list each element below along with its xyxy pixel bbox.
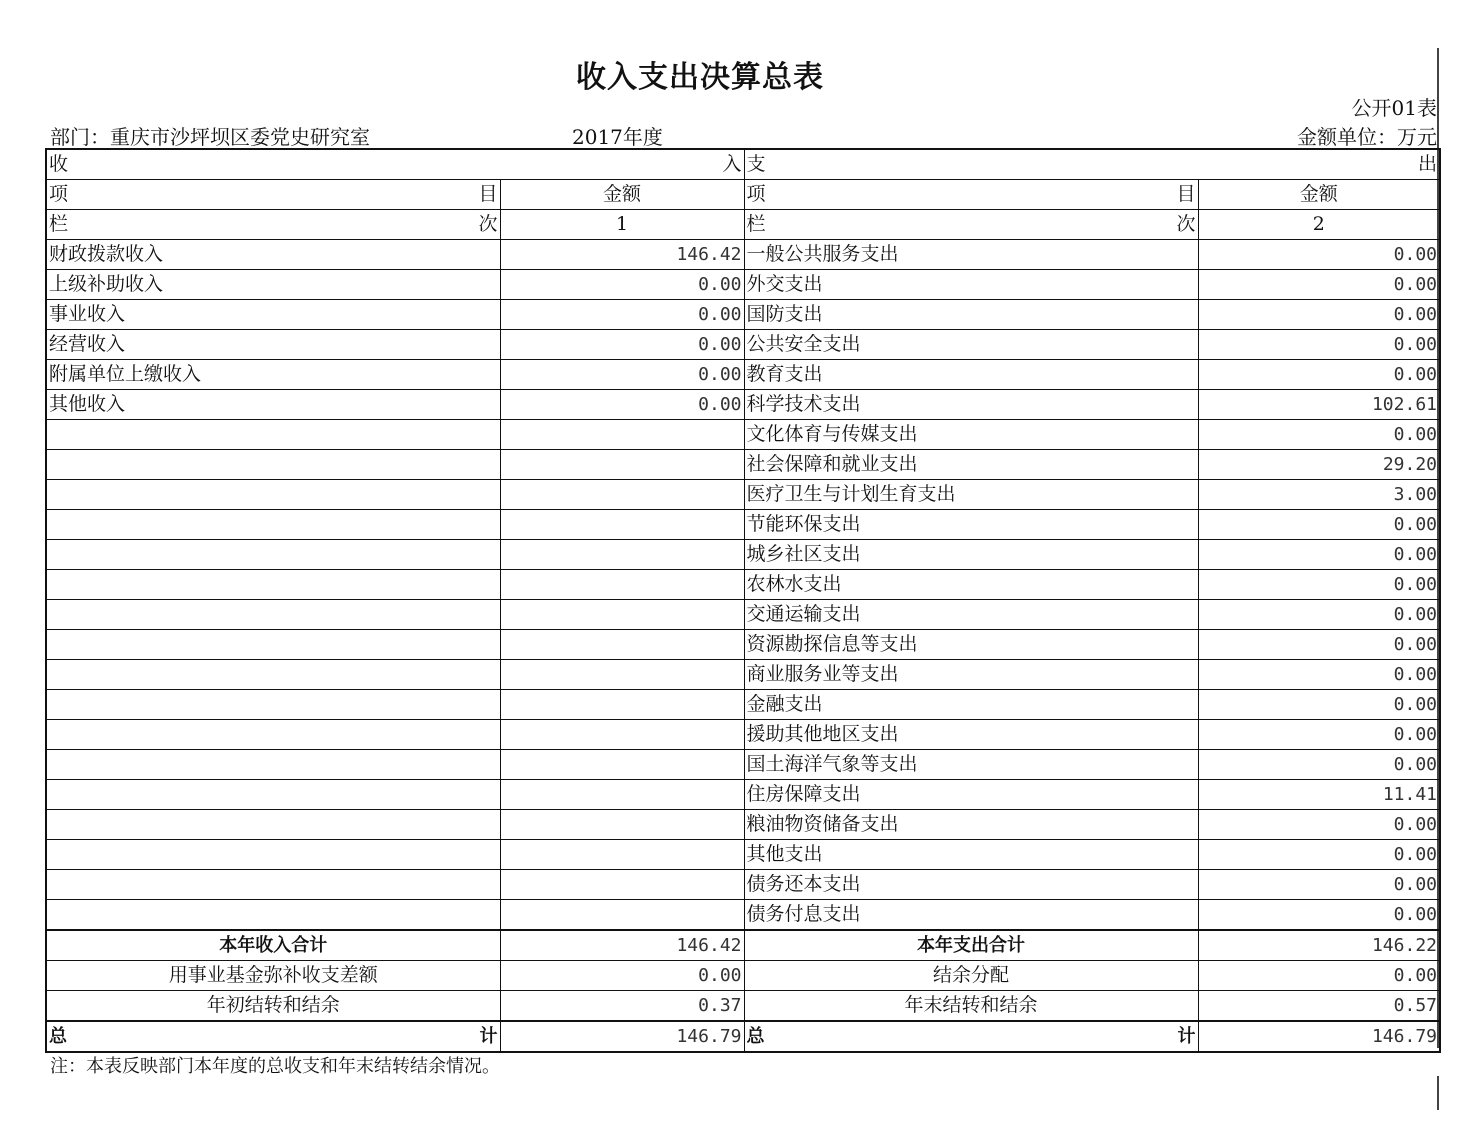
income-item: 经营收入 xyxy=(46,330,500,360)
expense-item: 住房保障支出 xyxy=(744,780,1198,810)
income-item xyxy=(46,540,500,570)
summary-income-label: 用事业基金弥补收支差额 xyxy=(46,961,500,991)
income-item xyxy=(46,780,500,810)
expense-item: 金融支出 xyxy=(744,690,1198,720)
expense-item: 债务还本支出 xyxy=(744,870,1198,900)
header-row-section xyxy=(46,149,1440,180)
total-expense-amount: 146.79 xyxy=(1198,1021,1440,1052)
income-amount xyxy=(500,900,744,931)
income-item xyxy=(46,900,500,931)
income-column-label: 栏 次 xyxy=(46,210,500,240)
income-item: 事业收入 xyxy=(46,300,500,330)
table-row xyxy=(46,390,1440,420)
table-row xyxy=(46,720,1440,750)
table-row xyxy=(46,780,1440,810)
expense-amount: 0.00 xyxy=(1198,810,1440,840)
summary-income-label: 本年收入合计 xyxy=(46,930,500,961)
table-row xyxy=(46,420,1440,450)
income-amount: 0.00 xyxy=(500,330,744,360)
footnote: 注：本表反映部门本年度的总收支和年末结转结余情况。 xyxy=(50,1056,500,1077)
income-amount xyxy=(500,660,744,690)
expense-item: 商业服务业等支出 xyxy=(744,660,1198,690)
income-item: 上级补助收入 xyxy=(46,270,500,300)
expense-amount: 102.61 xyxy=(1198,390,1440,420)
expense-amount: 0.00 xyxy=(1198,360,1440,390)
table-row xyxy=(46,630,1440,660)
expense-item: 国土海洋气象等支出 xyxy=(744,750,1198,780)
table-row xyxy=(46,750,1440,780)
table-row xyxy=(46,660,1440,690)
expense-item: 城乡社区支出 xyxy=(744,540,1198,570)
summary-expense-label: 结余分配 xyxy=(744,961,1198,991)
table-row xyxy=(46,510,1440,540)
income-item-header: 项 目 xyxy=(46,180,500,210)
summary-expense-amount: 0.57 xyxy=(1198,991,1440,1022)
table-row xyxy=(46,900,1440,931)
table-row xyxy=(46,870,1440,900)
expense-amount: 0.00 xyxy=(1198,750,1440,780)
expense-amount: 3.00 xyxy=(1198,480,1440,510)
expense-item: 一般公共服务支出 xyxy=(744,240,1198,270)
summary-income-amount: 146.42 xyxy=(500,930,744,961)
expense-item: 医疗卫生与计划生育支出 xyxy=(744,480,1198,510)
income-expense-table xyxy=(45,148,1441,1053)
table-row xyxy=(46,360,1440,390)
income-amount xyxy=(500,810,744,840)
table-row xyxy=(46,480,1440,510)
expense-amount: 0.00 xyxy=(1198,630,1440,660)
expense-item: 粮油物资储备支出 xyxy=(744,810,1198,840)
table-row xyxy=(46,540,1440,570)
table-row xyxy=(46,240,1440,270)
income-amount: 0.00 xyxy=(500,360,744,390)
expense-item: 其他支出 xyxy=(744,840,1198,870)
expense-item-header: 项 目 xyxy=(744,180,1198,210)
summary-income-label: 年初结转和结余 xyxy=(46,991,500,1022)
income-amount xyxy=(500,750,744,780)
expense-amount: 0.00 xyxy=(1198,600,1440,630)
expense-item: 资源勘探信息等支出 xyxy=(744,630,1198,660)
report-title: 收入支出决算总表 xyxy=(576,60,824,95)
table-row xyxy=(46,300,1440,330)
expense-item: 教育支出 xyxy=(744,360,1198,390)
summary-income-amount: 0.00 xyxy=(500,961,744,991)
income-item xyxy=(46,750,500,780)
fiscal-year: 2017年度 xyxy=(572,125,663,149)
expense-amount: 0.00 xyxy=(1198,540,1440,570)
expense-amount: 0.00 xyxy=(1198,690,1440,720)
expense-item: 文化体育与传媒支出 xyxy=(744,420,1198,450)
table-row xyxy=(46,840,1440,870)
expense-column-label: 栏 次 xyxy=(744,210,1198,240)
income-amount xyxy=(500,840,744,870)
income-amount xyxy=(500,480,744,510)
income-amount xyxy=(500,450,744,480)
income-amount xyxy=(500,540,744,570)
expense-column-number: 2 xyxy=(1198,210,1440,240)
income-amount xyxy=(500,510,744,540)
page-edge-line xyxy=(1437,1076,1439,1110)
expense-item: 节能环保支出 xyxy=(744,510,1198,540)
income-section-header: 收 入 xyxy=(46,149,744,180)
income-item xyxy=(46,510,500,540)
expense-amount: 11.41 xyxy=(1198,780,1440,810)
summary-income-amount: 0.37 xyxy=(500,991,744,1022)
table-row xyxy=(46,810,1440,840)
expense-amount: 0.00 xyxy=(1198,300,1440,330)
form-number: 公开01表 xyxy=(1351,96,1437,120)
expense-amount: 0.00 xyxy=(1198,510,1440,540)
income-column-number: 1 xyxy=(500,210,744,240)
expense-amount: 0.00 xyxy=(1198,840,1440,870)
income-amount xyxy=(500,420,744,450)
expense-amount: 29.20 xyxy=(1198,450,1440,480)
income-item xyxy=(46,600,500,630)
summary-row xyxy=(46,991,1440,1022)
expense-amount: 0.00 xyxy=(1198,330,1440,360)
header-row-column-numbers xyxy=(46,210,1440,240)
expense-item: 农林水支出 xyxy=(744,570,1198,600)
income-item: 其他收入 xyxy=(46,390,500,420)
table-row xyxy=(46,270,1440,300)
income-item: 财政拨款收入 xyxy=(46,240,500,270)
table-row xyxy=(46,450,1440,480)
expense-amount: 0.00 xyxy=(1198,570,1440,600)
income-amount: 0.00 xyxy=(500,270,744,300)
income-item xyxy=(46,570,500,600)
amount-unit: 金额单位：万元 xyxy=(1297,125,1437,149)
expense-amount: 0.00 xyxy=(1198,870,1440,900)
income-item xyxy=(46,690,500,720)
expense-amount: 0.00 xyxy=(1198,240,1440,270)
expense-item: 援助其他地区支出 xyxy=(744,720,1198,750)
expense-amount: 0.00 xyxy=(1198,900,1440,931)
expense-item: 外交支出 xyxy=(744,270,1198,300)
expense-amount: 0.00 xyxy=(1198,660,1440,690)
department-label: 部门：重庆市沙坪坝区委党史研究室 xyxy=(50,125,370,149)
total-income-label: 总 计 xyxy=(46,1021,500,1052)
income-amount xyxy=(500,630,744,660)
income-item: 附属单位上缴收入 xyxy=(46,360,500,390)
summary-expense-label: 年末结转和结余 xyxy=(744,991,1198,1022)
income-item xyxy=(46,660,500,690)
expense-item: 国防支出 xyxy=(744,300,1198,330)
income-amount xyxy=(500,720,744,750)
expense-item: 科学技术支出 xyxy=(744,390,1198,420)
income-amount xyxy=(500,570,744,600)
income-amount: 0.00 xyxy=(500,390,744,420)
expense-amount-header: 金额 xyxy=(1198,180,1440,210)
expense-amount: 0.00 xyxy=(1198,420,1440,450)
income-item xyxy=(46,810,500,840)
income-amount-header: 金额 xyxy=(500,180,744,210)
table-row xyxy=(46,600,1440,630)
income-item xyxy=(46,840,500,870)
income-amount xyxy=(500,690,744,720)
table-row xyxy=(46,330,1440,360)
total-expense-label: 总 计 xyxy=(744,1021,1198,1052)
expense-item: 债务付息支出 xyxy=(744,900,1198,931)
summary-expense-amount: 0.00 xyxy=(1198,961,1440,991)
summary-row xyxy=(46,961,1440,991)
expense-amount: 0.00 xyxy=(1198,720,1440,750)
header-row-columns xyxy=(46,180,1440,210)
expense-item: 交通运输支出 xyxy=(744,600,1198,630)
income-item xyxy=(46,630,500,660)
total-row xyxy=(46,1021,1440,1052)
expense-amount: 0.00 xyxy=(1198,270,1440,300)
income-item xyxy=(46,480,500,510)
expense-item: 公共安全支出 xyxy=(744,330,1198,360)
summary-row xyxy=(46,930,1440,961)
income-amount: 0.00 xyxy=(500,300,744,330)
income-item xyxy=(46,420,500,450)
income-amount xyxy=(500,870,744,900)
income-amount xyxy=(500,600,744,630)
summary-expense-amount: 146.22 xyxy=(1198,930,1440,961)
income-amount xyxy=(500,780,744,810)
income-amount: 146.42 xyxy=(500,240,744,270)
table-row xyxy=(46,690,1440,720)
income-item xyxy=(46,870,500,900)
table-row xyxy=(46,570,1440,600)
expense-item: 社会保障和就业支出 xyxy=(744,450,1198,480)
total-income-amount: 146.79 xyxy=(500,1021,744,1052)
expense-section-header: 支 出 xyxy=(744,149,1440,180)
income-item xyxy=(46,720,500,750)
income-item xyxy=(46,450,500,480)
summary-expense-label: 本年支出合计 xyxy=(744,930,1198,961)
